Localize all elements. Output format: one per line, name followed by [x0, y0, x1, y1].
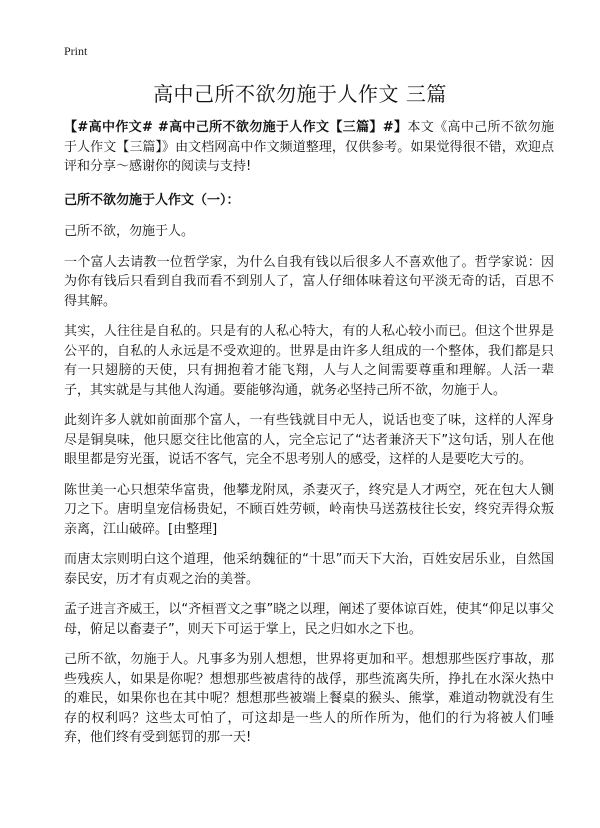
body-paragraph-3: 其实，人往往是自私的。只是有的人私心特大，有的人私心较小而已。但这个世界是公平的，自私的人永远是不受欢迎的。世界是由许多人组成的一个整体，我们都是只有一只翅膀的天使，只有拥抱着才能飞翔，人与人之间需要尊重和理解。人活一辈子，其实就是与其他人沟通。要能够沟通，就务必坚持己所不欲，勿施于人。: [64, 324, 554, 398]
document-body: [64, 118, 554, 759]
body-paragraph-5: 陈世美一心只想荣华富贵，他攀龙附凤，杀妻灭子，终究是人才两空，死在包大人铡刀之下。唐明皇宠信杨贵妃，不顾百姓劳顿，岭南快马送荔枝往长安，终究弄得众叛亲离，江山破碎。[由整理]: [64, 482, 554, 537]
intro-tag: 【#高中作文# #高中己所不欲勿施于人作文【三篇】#】: [64, 120, 408, 135]
intro-paragraph: [64, 118, 554, 177]
section-heading: 己所不欲勿施于人作文（一）：: [64, 192, 240, 208]
body-paragraph-1: 己所不欲，勿施于人。: [64, 224, 195, 239]
body-paragraph-4: 此刻许多人就如前面那个富人，一有些钱就目中无人，说话也变了味，这样的人浑身尽是铜臭味，他只愿交往比他富的人，完全忘记了“达者兼济天下”这句话，别人在他眼里都是穷光蛋，说话不客气，完全不思考别人的感受，这样的人是要吃大亏的。: [64, 413, 554, 467]
body-paragraph-7: 孟子进言齐威王，以“齐桓晋文之事”晓之以理，阐述了要体谅百姓，使其“仰足以事父母，俯足以畜妻子”，则天下可运于掌上，民之归如水之下也。: [64, 602, 554, 637]
print-link[interactable]: Print: [64, 44, 88, 58]
body-paragraph-8: 己所不欲，勿施于人。凡事多为别人想想，世界将更加和平。想想那些医疗事故，那些残疾人，如果是你呢？想想那些被虐待的战俘，那些流离失所，挣扎在水深火热中的难民，如果你也在其中呢？想想那些被端上餐桌的猴头、熊掌，难道动物就没有生存的权利吗？这些太可怕了，可这却是一些人的所作所为，他们的行为将被人们唾弃，他们终有受到惩罚的那一天!: [64, 652, 554, 745]
body-paragraph-2: 一个富人去请教一位哲学家，为什么自我有钱以后很多人不喜欢他了。哲学家说：因为你有钱后只看到自我而看不到别人了，富人仔细体味着这句平淡无奇的话，百思不得其解。: [64, 254, 554, 309]
intro-text: 本文《高中己所不欲勿施于人作文【三篇】》由文档网高中作文频道整理，仅供参考。如果觉得很不错，欢迎点评和分享～感谢你的阅读与支持!: [64, 120, 554, 174]
body-paragraph-6: 而唐太宗则明白这个道理，他采纳魏征的“十思”而天下大治，百姓安居乐业，自然国泰民安，历才有贞观之治的美誉。: [64, 552, 554, 587]
document-title: 高中己所不欲勿施于人作文 三篇: [153, 82, 447, 106]
